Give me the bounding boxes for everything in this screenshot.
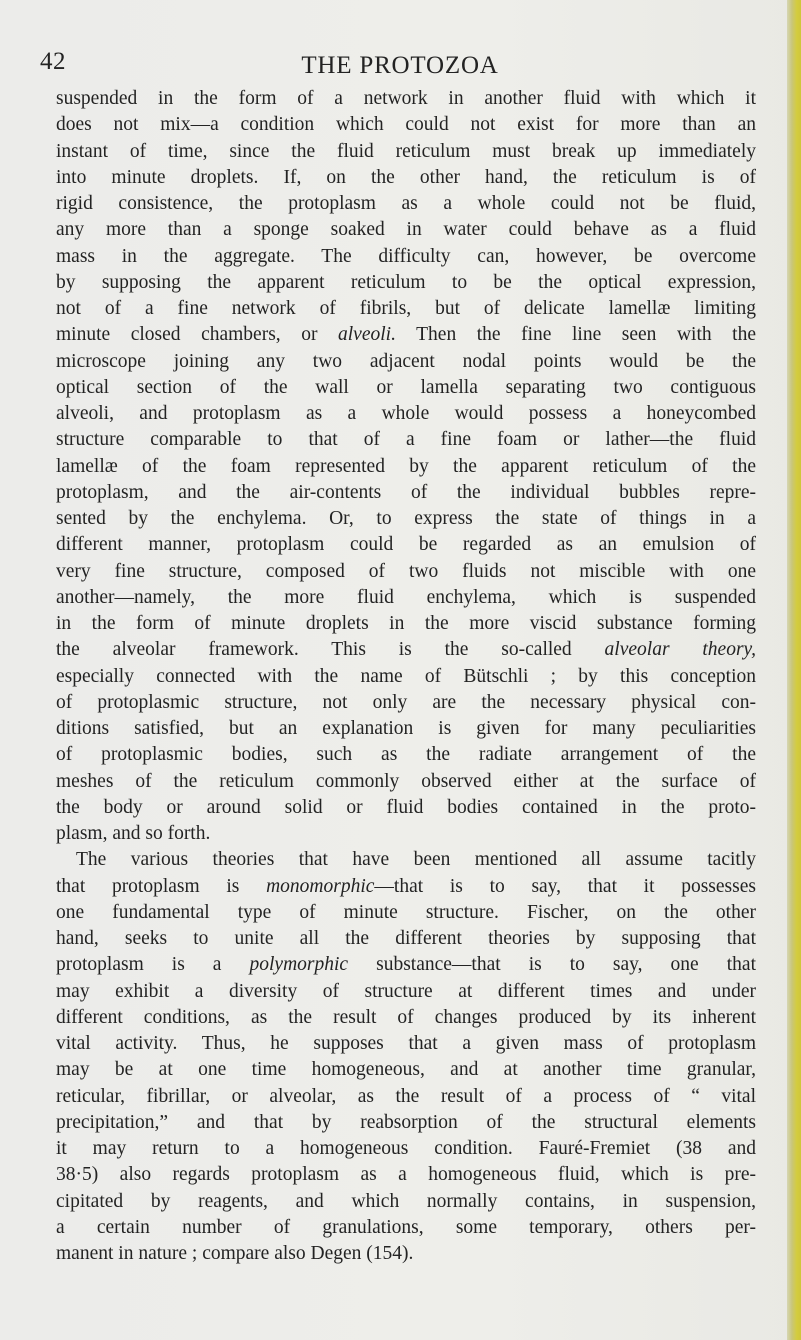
text-line: optical section of the wall or lamella separating two contiguous	[56, 376, 756, 398]
text-run: minute closed chambers, or	[56, 324, 338, 346]
text-line: it may return to a homogeneous condition. Fauré-Fremiet (38 and	[56, 1138, 756, 1159]
text-line: mass in the aggregate. The difficulty can, however, be overcome	[56, 245, 756, 267]
text-line: by supposing the apparent reticulum to be the optical expression,	[56, 271, 756, 293]
text-line: in the form of minute droplets in the more viscid substance forming	[56, 613, 756, 634]
text-line	[56, 952, 756, 978]
text-line: alveoli, and protoplasm as a whole would possess a honeycombed	[56, 403, 756, 424]
text-line: not of a fine network of fibrils, but of delicate lamellæ limiting	[56, 298, 756, 319]
italic-term: monomorphic	[266, 875, 375, 897]
text-line: vital activity. Thus, he supposes that a given mass of protoplasm	[56, 1033, 756, 1054]
page-edge	[787, 0, 801, 1340]
text-line: sented by the enchylema. Or, to express the state of things in a	[56, 508, 756, 529]
page-header	[40, 48, 760, 88]
text-run: the alveolar framework. This is the so-called	[56, 639, 605, 661]
text-line: may be at one time homogeneous, and at another time granular,	[56, 1059, 756, 1081]
text-line: very fine structure, composed of two fluids not miscible with one	[56, 560, 756, 582]
body-text	[56, 86, 756, 1267]
text-run: Then the fine line seen with the	[395, 324, 756, 346]
text-line: reticular, fibrillar, or alveolar, as the result of a process of “ vital	[56, 1085, 756, 1107]
text-line: instant of time, since the fluid reticulum must break up immediately	[56, 140, 756, 162]
italic-term: alveoli.	[338, 324, 396, 346]
page-number: 42	[40, 48, 66, 75]
text-line: different manner, protoplasm could be regarded as an emulsion of	[56, 534, 756, 556]
text-line: may exhibit a diversity of structure at different times and under	[56, 980, 756, 1002]
text-line: any more than a sponge soaked in water could behave as a fluid	[56, 219, 756, 241]
text-line: precipitation,” and that by reabsorption of the structural elements	[56, 1111, 756, 1133]
text-line: hand, seeks to unite all the different theories by supposing that	[56, 928, 756, 949]
text-line: of protoplasmic structure, not only are the necessary physical con-	[56, 691, 756, 713]
text-line	[56, 874, 756, 900]
text-line: ditions satisfied, but an explanation is given for many peculiarities	[56, 718, 756, 739]
text-line: microscope joining any two adjacent nodal points would be the	[56, 350, 756, 372]
text-line: into minute droplets. If, on the other hand, the reticulum is of	[56, 166, 756, 188]
text-line: especially connected with the name of Bütschli ; by this conception	[56, 665, 756, 687]
text-line: meshes of the reticulum commonly observed either at the surface of	[56, 770, 756, 792]
text-run: protoplasm is a	[56, 954, 250, 976]
text-run: that protoplasm is	[56, 875, 267, 897]
text-line: rigid consistence, the protoplasm as a whole could not be fluid,	[56, 193, 756, 214]
text-line: cipitated by reagents, and which normally contains, in suspension,	[56, 1190, 756, 1212]
text-line: lamellæ of the foam represented by the apparent reticulum of the	[56, 455, 756, 477]
text-line: plasm, and so forth.	[56, 823, 211, 844]
text-line: structure comparable to that of a fine foam or lather—the fluid	[56, 429, 756, 451]
text-line: the body or around solid or fluid bodies contained in the proto-	[56, 796, 756, 818]
text-line: does not mix—a condition which could not exist for more than an	[56, 114, 756, 136]
text-line	[56, 322, 756, 348]
text-line: 38·5) also regards protoplasm as a homogeneous fluid, which is pre-	[56, 1164, 756, 1186]
text-line: suspended in the form of a network in another fluid with which it	[56, 88, 756, 109]
text-line: manent in nature ; compare also Degen (154).	[56, 1243, 414, 1264]
text-line: another—namely, the more fluid enchylema, which is suspended	[56, 586, 756, 608]
running-head: THE PROTOZOA	[301, 52, 499, 79]
text-run: —that is to say, that it possesses	[374, 875, 756, 897]
text-line	[56, 637, 756, 663]
text-line: a certain number of granulations, some temporary, others per-	[56, 1216, 756, 1238]
italic-term: polymorphic	[249, 954, 349, 976]
text-line: The various theories that have been mentioned all assume tacitly	[76, 849, 756, 871]
italic-term: alveolar theory,	[604, 639, 756, 661]
text-line: one fundamental type of minute structure. Fischer, on the other	[56, 901, 756, 923]
text-line: of protoplasmic bodies, such as the radiate arrangement of the	[56, 744, 756, 766]
text-run: substance—that is to say, one that	[348, 954, 756, 976]
text-line: protoplasm, and the air-contents of the individual bubbles repre-	[56, 481, 756, 503]
text-line: different conditions, as the result of changes produced by its inherent	[56, 1006, 756, 1028]
